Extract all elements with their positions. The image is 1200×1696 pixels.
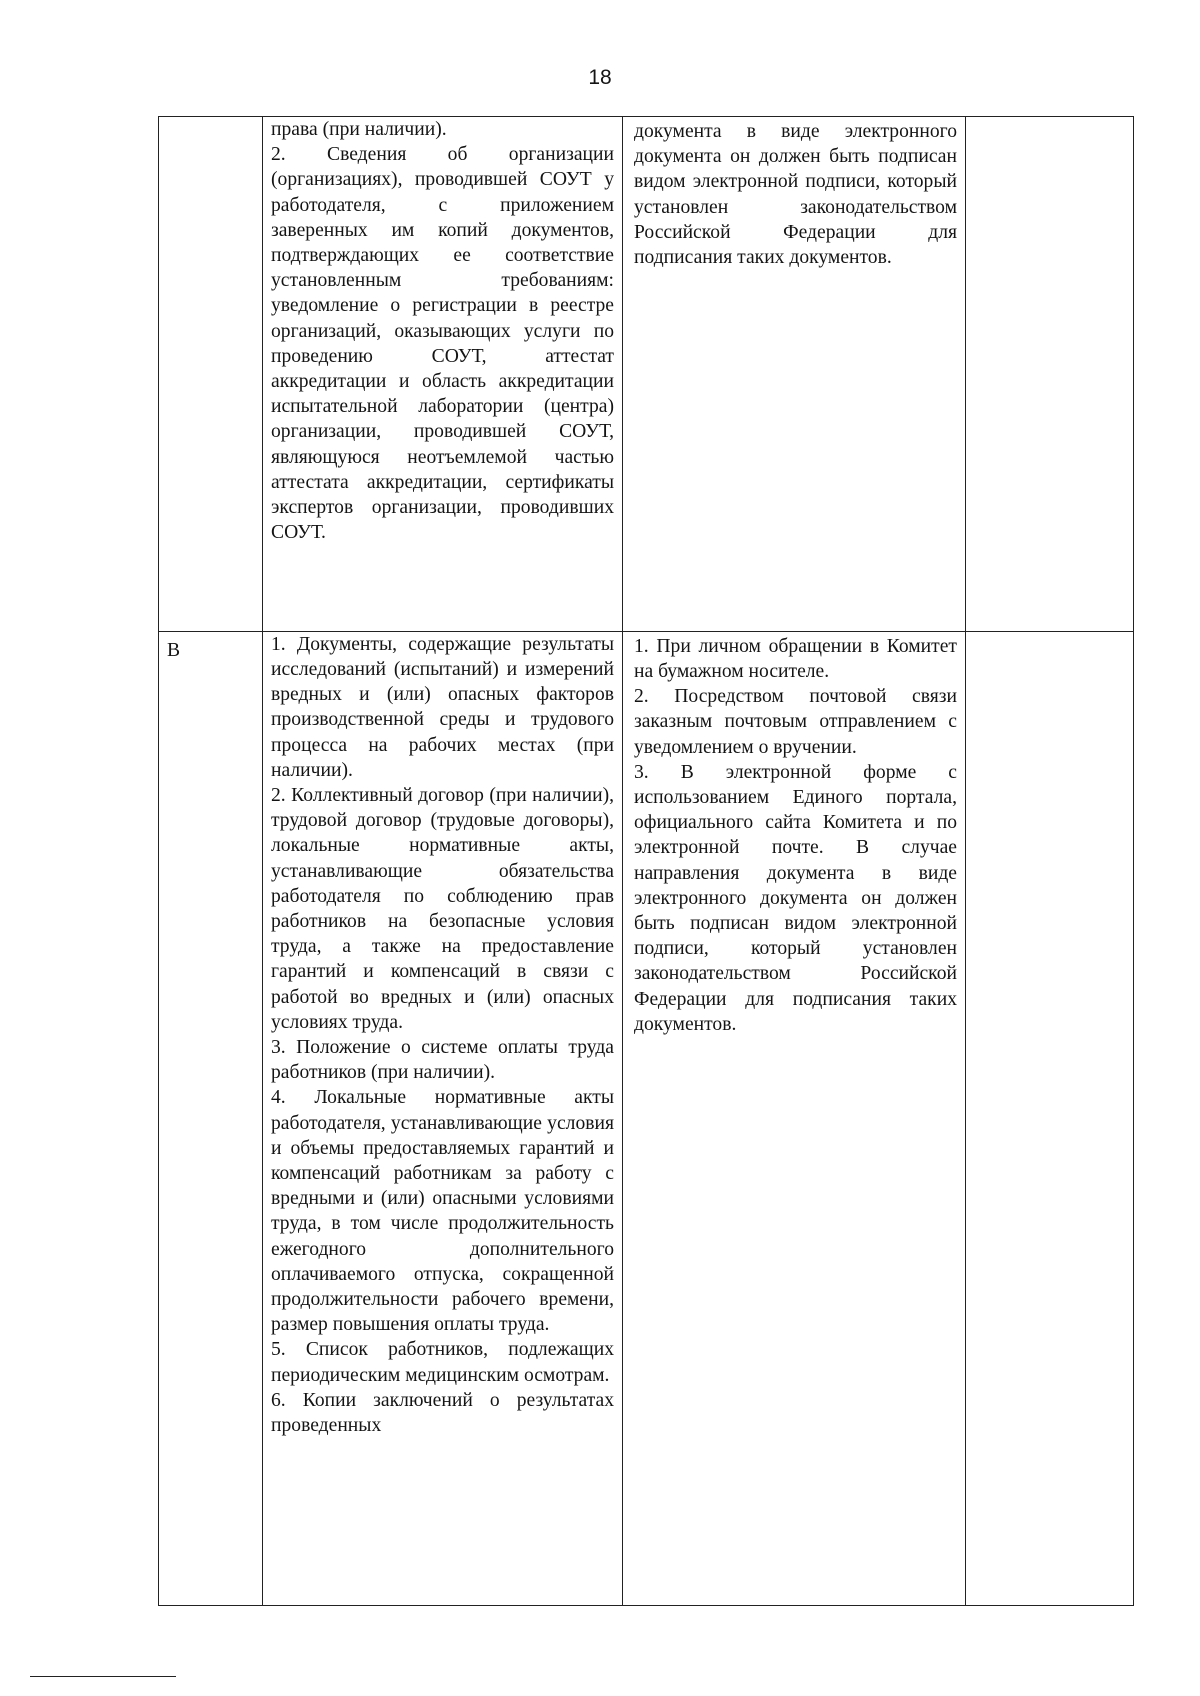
row2-doc-paragraph: 2. Коллективный договор (при наличии), трудовой договор (трудовые договоры), локальные нормативные акты, устанавливающие обязательства работодателя по соблюдению прав работников на безопасные условия труда, а также на предоставление гарантий и компенсаций в связи с работой во вредных и (или) опасных условиях труда. (271, 784, 614, 1033)
row2-method-paragraph: 2. Посредством почтовой связи заказным почтовым отправлением с уведомлением о вручении. (634, 686, 957, 758)
row2-doc-paragraph: 5. Список работников, подлежащих периодическим медицинским осмотрам. (271, 1339, 614, 1386)
row2-doc-paragraph: 1. Документы, содержащие результаты исследований (испытаний) и измерений вредных и (или) опасных факторов производственной среды и трудового процесса на рабочих местах (при наличии). (271, 633, 614, 781)
page-number: 18 (588, 66, 612, 89)
row2-col-d-cell (966, 631, 1134, 1605)
row2-documents-cell (263, 631, 623, 1605)
row2-col-a-cell (159, 631, 263, 1605)
row1-method-paragraph: документа в виде электронного документа он должен быть подписан видом электронной подписи, который установлен законодательством Российской Федерации для подписания таких документов. (634, 121, 957, 269)
row1-method-cell (623, 117, 966, 632)
row2-label: В (167, 639, 181, 661)
table-row (159, 117, 1134, 632)
row1-doc-paragraph: 2. Сведения об организации (организациях), проводившей СОУТ у работодателя, с приложением заверенных им копий документов, подтверждающих ее соответствие установленным требованиям: уведомление о регистрации в реестре организаций, оказывающих услуги по проведению СОУТ, аттестат аккредитации и область аккредитации испытательной лаборатории (центра) организации, проводившей СОУТ, являющуюся неотъемлемой частью аттестата аккредитации, сертификаты экспертов организации, проводивших СОУТ. (271, 144, 614, 544)
footnote-rule (30, 1676, 176, 1677)
document-table (158, 116, 1134, 1606)
row2-method-paragraph: 1. При личном обращении в Комитет на бумажном носителе. (634, 635, 957, 682)
row2-doc-paragraph: 4. Локальные нормативные акты работодателя, устанавливающие условия и объемы предоставляемых гарантий и компенсаций работникам за работу с вредными и (или) опасными условиями труда, в том числе продолжительность ежегодного дополнительного оплачиваемого отпуска, сокращенной продолжительности рабочего времени, размер повышения оплаты труда. (271, 1087, 614, 1336)
row1-col-a-cell (159, 117, 263, 632)
row2-method-cell (623, 631, 966, 1605)
table-row (159, 631, 1134, 1605)
row1-doc-paragraph: права (при наличии). (271, 119, 447, 140)
row2-doc-paragraph: 6. Копии заключений о результатах проведенных (271, 1389, 614, 1437)
row1-col-d-cell (966, 117, 1134, 632)
row1-documents-cell (263, 117, 623, 632)
row2-method-paragraph: 3. В электронной форме с использованием Единого портала, официального сайта Комитета и по электронной почте. В случае направления документа в виде электронного документа он должен быть подписан видом электронной подписи, который установлен законодательством Российской Федерации для подписания таких документов. (634, 761, 957, 1035)
row1-label (159, 117, 262, 123)
row2-doc-paragraph: 3. Положение о системе оплаты труда работников (при наличии). (271, 1036, 614, 1084)
